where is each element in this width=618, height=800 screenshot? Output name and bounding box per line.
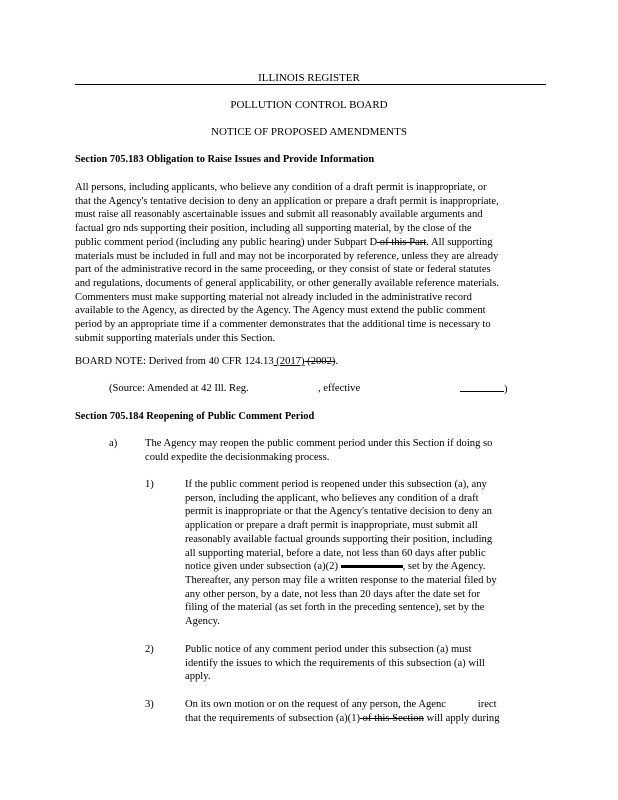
redaction-mark <box>341 565 403 568</box>
item-3-text <box>185 698 545 725</box>
header-rule <box>75 84 546 85</box>
body-line: Agency. <box>185 616 220 628</box>
register-title: ILLINOIS REGISTER <box>258 72 360 84</box>
body-line: submit supporting materials under this Section. <box>75 332 276 344</box>
body-line: Public notice of any comment period under this subsection (a) must <box>185 644 472 655</box>
body-text: . All supporting <box>426 236 493 248</box>
source-note-paren: ) <box>504 384 508 395</box>
body-line: apply. <box>185 671 211 683</box>
subsection-a-text <box>145 437 545 464</box>
body-line: filing of the material (as set forth in the preceding sentence), set by the <box>185 602 485 614</box>
body-line: and regulations, documents of general applicability, or other generally available reference materials. <box>75 277 500 289</box>
notice-title: NOTICE OF PROPOSED AMENDMENTS <box>211 126 407 138</box>
struck-text: of this Part <box>377 236 427 248</box>
item-1-label: 1) <box>145 479 154 490</box>
body-text: that the requirements of subsection (a)(1) <box>185 712 361 724</box>
struck-text: (2002) <box>304 356 336 367</box>
section-184-heading: Section 705.184 Reopening of Public Comment Period <box>75 411 315 422</box>
item-3-label: 3) <box>145 699 154 710</box>
body-line: person, including the applicant, who believes any condition of a draft <box>185 492 479 504</box>
section-183-heading: Section 705.183 Obligation to Raise Issues and Provide Information <box>75 154 375 165</box>
board-note-text: BOARD NOTE: Derived from 40 CFR 124.13 <box>75 356 274 367</box>
body-line: On its own motion or on the request of any person, the Agenc irect <box>185 699 497 710</box>
body-text: will apply during <box>423 712 500 724</box>
body-line: all supporting material, before a date, not less than 60 days after public <box>185 547 486 559</box>
body-text: notice given under subsection (a)(2) <box>185 561 338 573</box>
body-line: application or prepare a draft permit is inappropriate, must submit all <box>185 520 478 532</box>
item-2-text <box>185 643 545 684</box>
date-blank <box>460 382 504 392</box>
body-line <box>75 236 555 250</box>
board-title: POLLUTION CONTROL BOARD <box>230 99 388 111</box>
body-text: public comment period (including any public hearing) under Subpart D <box>75 236 378 248</box>
body-line <box>185 560 545 574</box>
body-line: available to the Agency, as directed by the Agency. The Agency must extend the public comment <box>75 305 486 317</box>
body-line: period by an appropriate time if a commenter demonstrates that the additional time is necessary to <box>75 319 491 331</box>
item-1-text <box>185 478 545 629</box>
body-line: could expedite the decisionmaking process. <box>145 451 330 463</box>
body-line: permit is inappropriate or that the Agency's tentative decision to deny an <box>185 506 492 518</box>
body-line: must raise all reasonably ascertainable issues and submit all reasonably available arguments and <box>75 209 483 221</box>
source-note-effective: , effective <box>318 383 361 394</box>
body-line: If the public comment period is reopened under this subsection (a), any <box>185 479 487 490</box>
body-line <box>185 712 545 726</box>
body-line: that the Agency's tentative decision to deny an application or prepare a draft permit is inappropriate, <box>75 195 499 207</box>
body-text: , set by the Agency. <box>402 561 486 573</box>
body-line: any other person, by a date, not less than 20 days after the date set for <box>185 588 481 600</box>
board-note-text: . <box>335 356 339 367</box>
item-2-label: 2) <box>145 644 154 655</box>
board-note <box>75 355 338 369</box>
inserted-text: (2017) <box>273 356 305 367</box>
body-line: Commenters must make supporting material not already included in the administrative record <box>75 291 472 303</box>
body-line: All persons, including applicants, who believe any condition of a draft permit is inappropriate, or <box>75 182 487 193</box>
subsection-a-label: a) <box>109 438 118 449</box>
source-note-close <box>460 382 508 397</box>
section-183-body <box>75 181 555 345</box>
source-note-label: (Source: Amended at 42 Ill. Reg. <box>109 383 249 394</box>
body-line: part of the administrative record in the same proceeding, or they consist of state or federal statutes <box>75 264 491 276</box>
body-line: materials must be included in full and may not be incorporated by reference, unless they are already <box>75 250 499 262</box>
body-line: The Agency may reopen the public comment period under this Section if doing so <box>145 438 493 449</box>
body-line: Thereafter, any person may file a written response to the material filed by <box>185 574 497 586</box>
body-line: factual gro nds supporting their position, including all supporting material, by the close of the <box>75 223 472 235</box>
body-line: reasonably available factual grounds supporting their position, including <box>185 533 493 545</box>
body-line: identify the issues to which the requirements of this subsection (a) will <box>185 657 485 669</box>
struck-text: of this Section <box>360 712 424 724</box>
